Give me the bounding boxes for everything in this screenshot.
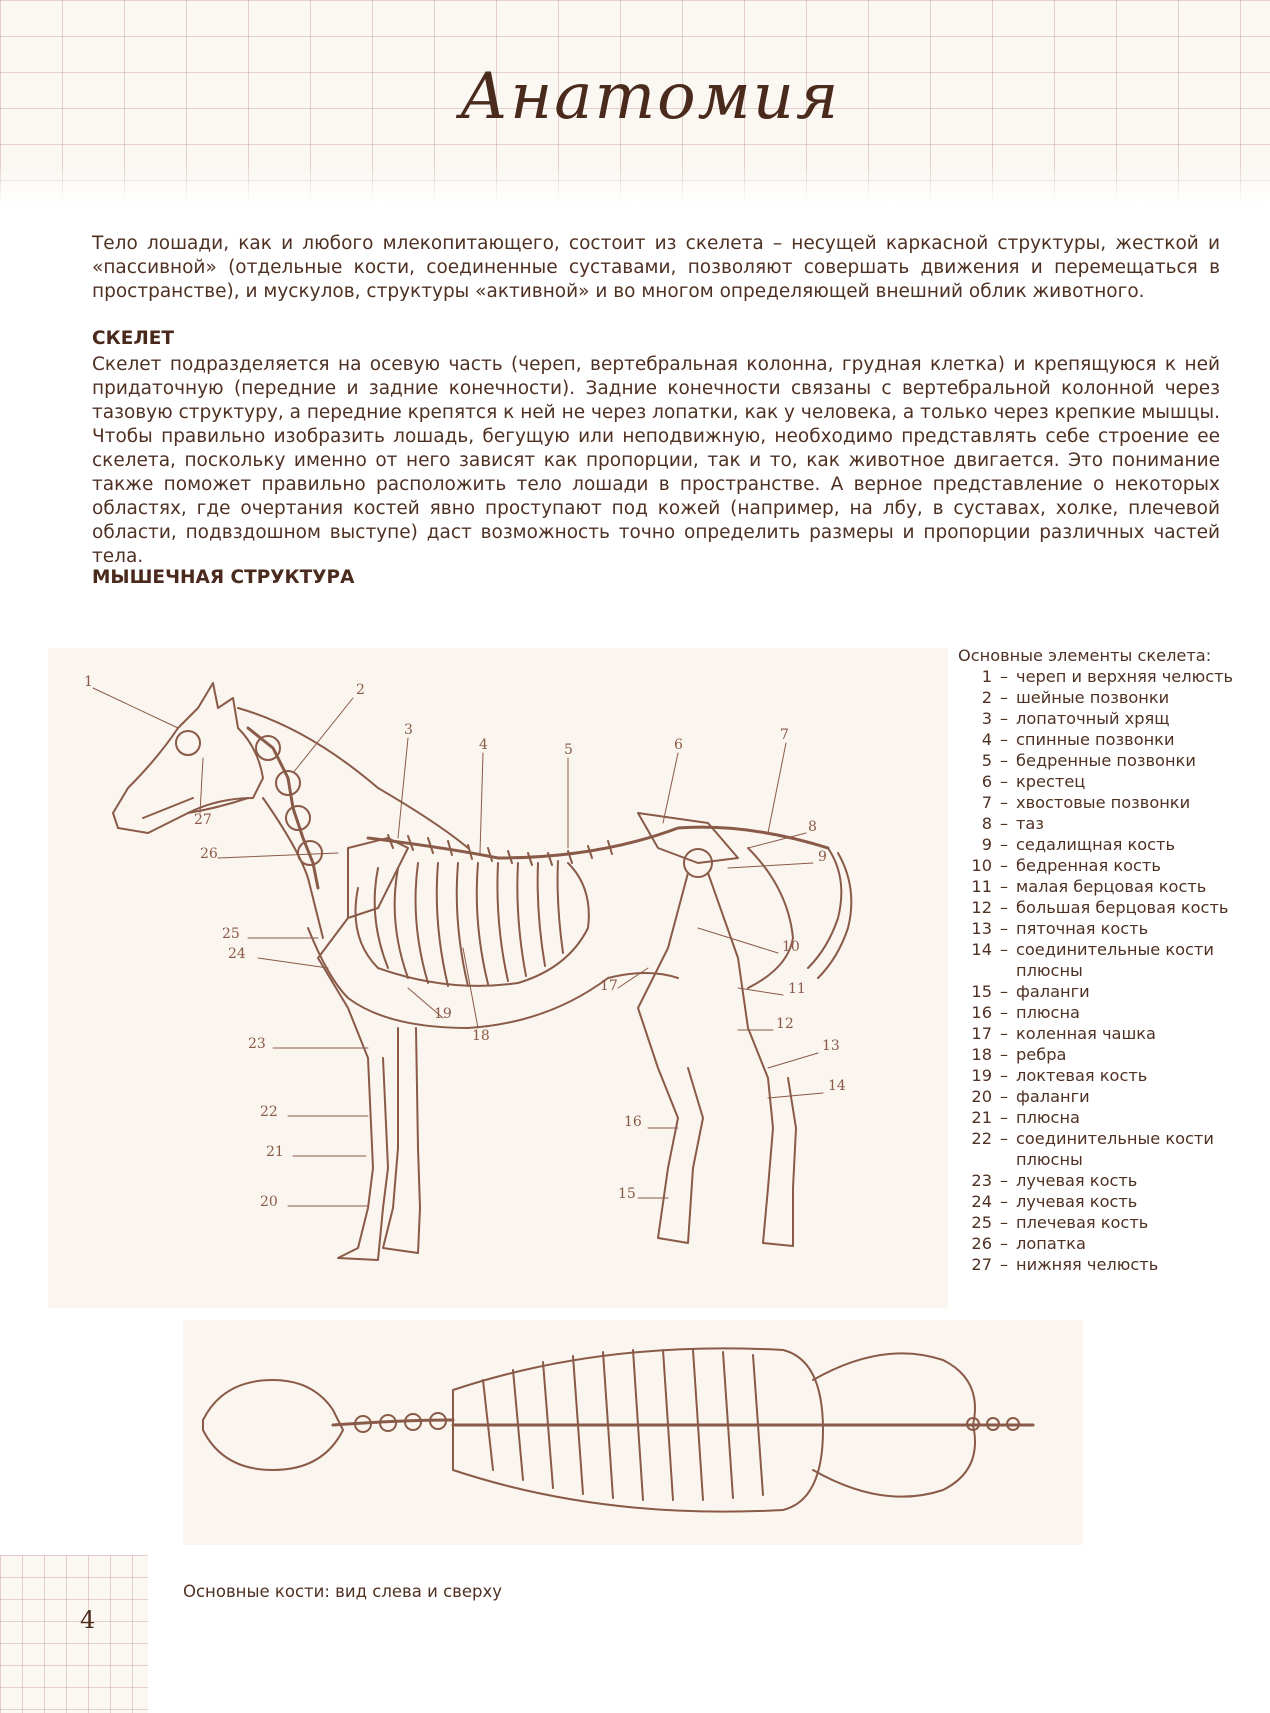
skeleton-paragraph: Скелет подразделяется на осевую часть (череп, вертебральная колонна, грудная клетка) и крепящуюся к ней придаточную (передние и задние конечности). Задние конечности связаны с вертебральной колонной через тазовую структуру, а передние крепятся к ней не через лопатки, как у человека, а только через крепкие мышцы. Чтобы правильно изобразить лошадь, бегущую или неподвижную, необходимо представлять себе строение ее скелета, поскольку именно от него зависят как пропорции, так и то, как животное двигается. Это понимание также поможет правильно расположить тело лошади в пространстве. А верное представление о некоторых областях, где очертания костей явно проступают под кожей (например, на лбу, в суставах, холке, плечевой области, подвздошном выступе) даст возможность точно определить размеры и пропорции различных частей тела. bbox=[92, 354, 1220, 567]
legend-item bbox=[958, 1128, 1258, 1170]
legend-item-dash: – bbox=[999, 982, 1009, 1001]
legend-item bbox=[958, 939, 1258, 981]
legend-item-text: лучевая кость bbox=[1016, 1171, 1138, 1190]
figure-label-26: 26 bbox=[200, 846, 218, 862]
figure-label-15: 15 bbox=[618, 1186, 636, 1202]
legend-item bbox=[958, 1044, 1258, 1065]
figure-label-20: 20 bbox=[260, 1194, 278, 1210]
intro-paragraph: Тело лошади, как и любого млекопитающего, состоит из скелета – несущей каркасной структуры, жесткой и «пассивной» (отдельные кости, соединенные суставами, позволяют совершать движения и перемещаться в пространстве), и мускулов, структуры «активной» и во многом определяющей внешний облик животного. bbox=[92, 233, 1220, 302]
legend-item-text: нижняя челюсть bbox=[1016, 1255, 1159, 1274]
legend-item-text: плечевая кость bbox=[1016, 1213, 1149, 1232]
legend-item-text: большая берцовая кость bbox=[1016, 898, 1229, 917]
figure-label-12: 12 bbox=[776, 1016, 794, 1032]
legend-item bbox=[958, 918, 1258, 939]
legend-item-dash: – bbox=[999, 1171, 1009, 1190]
legend-item-dash: – bbox=[999, 1129, 1009, 1148]
legend-item-text: таз bbox=[1016, 814, 1044, 833]
legend-item-text: плюсна bbox=[1016, 1003, 1080, 1022]
legend-item-text: лучевая кость bbox=[1016, 1192, 1138, 1211]
figure-label-11: 11 bbox=[788, 981, 806, 997]
legend-item-dash: – bbox=[999, 1045, 1009, 1064]
horse-skeleton-side-view bbox=[48, 648, 948, 1308]
legend-item-number: 5 bbox=[981, 751, 992, 770]
figure-caption: Основные кости: вид слева и сверху bbox=[183, 1582, 503, 1601]
legend-item-dash: – bbox=[999, 1192, 1009, 1211]
legend-item-text: плюсна bbox=[1016, 1108, 1080, 1127]
legend-item-number: 6 bbox=[981, 772, 992, 791]
skeleton-legend bbox=[958, 645, 1258, 1275]
page-title: Анатомия bbox=[459, 60, 841, 134]
legend-item-number: 27 bbox=[971, 1255, 992, 1274]
legend-item-number: 1 bbox=[981, 667, 992, 686]
legend-item-dash: – bbox=[999, 1255, 1009, 1274]
legend-item-number: 9 bbox=[981, 835, 992, 854]
figure-label-6: 6 bbox=[674, 737, 683, 753]
legend-item bbox=[958, 750, 1258, 771]
legend-item-dash: – bbox=[999, 814, 1009, 833]
legend-item bbox=[958, 834, 1258, 855]
legend-item-dash: – bbox=[999, 730, 1009, 749]
legend-item bbox=[958, 855, 1258, 876]
legend-item-dash: – bbox=[999, 1234, 1009, 1253]
figure-label-2: 2 bbox=[356, 682, 365, 698]
legend-item-number: 16 bbox=[971, 1003, 992, 1022]
legend-title: Основные элементы скелета: bbox=[958, 646, 1212, 665]
legend-item bbox=[958, 1212, 1258, 1233]
figure-label-9: 9 bbox=[818, 849, 827, 865]
legend-item-text: хвостовые позвонки bbox=[1016, 793, 1191, 812]
legend-item-text: спинные позвонки bbox=[1016, 730, 1175, 749]
legend-item-number: 7 bbox=[981, 793, 992, 812]
legend-item bbox=[958, 666, 1258, 687]
figure-label-4: 4 bbox=[479, 737, 488, 753]
figure-label-1: 1 bbox=[84, 674, 93, 690]
legend-item bbox=[958, 1002, 1258, 1023]
legend-item-dash: – bbox=[999, 1213, 1009, 1232]
figure-label-10: 10 bbox=[782, 939, 800, 955]
figure-label-17: 17 bbox=[600, 978, 618, 994]
grid-page-corner bbox=[0, 1555, 148, 1713]
legend-item-dash: – bbox=[999, 898, 1009, 917]
skeleton-heading: СКЕЛЕТ bbox=[92, 328, 174, 349]
legend-item bbox=[958, 897, 1258, 918]
legend-item bbox=[958, 1086, 1258, 1107]
legend-item-text: коленная чашка bbox=[1016, 1024, 1156, 1043]
legend-item-dash: – bbox=[999, 1108, 1009, 1127]
legend-item bbox=[958, 876, 1258, 897]
figure-label-3: 3 bbox=[404, 722, 413, 738]
legend-item-dash: – bbox=[999, 1066, 1009, 1085]
legend-item-text: соединительные кости плюсны bbox=[1016, 940, 1214, 980]
legend-item-dash: – bbox=[999, 1003, 1009, 1022]
legend-item-number: 21 bbox=[971, 1108, 992, 1127]
legend-item bbox=[958, 792, 1258, 813]
legend-item bbox=[958, 1170, 1258, 1191]
legend-item-number: 23 bbox=[971, 1171, 992, 1190]
legend-item bbox=[958, 1254, 1258, 1275]
legend-item bbox=[958, 687, 1258, 708]
legend-item-text: бедренные позвонки bbox=[1016, 751, 1196, 770]
legend-item-text: лопатка bbox=[1016, 1234, 1086, 1253]
legend-item-dash: – bbox=[999, 919, 1009, 938]
legend-item bbox=[958, 813, 1258, 834]
legend-item bbox=[958, 981, 1258, 1002]
legend-item-dash: – bbox=[999, 835, 1009, 854]
legend-item-dash: – bbox=[999, 772, 1009, 791]
legend-item-number: 17 bbox=[971, 1024, 992, 1043]
legend-item-number: 10 bbox=[971, 856, 992, 875]
legend-item-dash: – bbox=[999, 940, 1009, 959]
figure-label-7: 7 bbox=[780, 727, 789, 743]
legend-item-dash: – bbox=[999, 709, 1009, 728]
figure-label-23: 23 bbox=[248, 1036, 266, 1052]
legend-list bbox=[958, 666, 1258, 1275]
legend-item-text: пяточная кость bbox=[1016, 919, 1149, 938]
legend-item-text: фаланги bbox=[1016, 1087, 1090, 1106]
legend-item bbox=[958, 729, 1258, 750]
legend-item-number: 14 bbox=[971, 940, 992, 959]
legend-item-dash: – bbox=[999, 1087, 1009, 1106]
legend-item-text: локтевая кость bbox=[1016, 1066, 1148, 1085]
figure-label-5: 5 bbox=[564, 742, 573, 758]
legend-item-dash: – bbox=[999, 856, 1009, 875]
legend-item-text: крестец bbox=[1016, 772, 1086, 791]
figure-label-21: 21 bbox=[266, 1144, 284, 1160]
legend-item-dash: – bbox=[999, 793, 1009, 812]
legend-item bbox=[958, 1065, 1258, 1086]
legend-item bbox=[958, 1233, 1258, 1254]
legend-item-text: череп и верхняя челюсть bbox=[1016, 667, 1234, 686]
figure-label-13: 13 bbox=[822, 1038, 840, 1054]
horse-skeleton-top-view bbox=[183, 1320, 1083, 1545]
figure-label-19: 19 bbox=[434, 1006, 452, 1022]
figure-label-25: 25 bbox=[222, 926, 240, 942]
legend-item-text: шейные позвонки bbox=[1016, 688, 1170, 707]
legend-item-text: седалищная кость bbox=[1016, 835, 1176, 854]
legend-item-number: 11 bbox=[971, 877, 992, 896]
legend-item-dash: – bbox=[999, 1024, 1009, 1043]
legend-item bbox=[958, 1191, 1258, 1212]
legend-item-number: 13 bbox=[971, 919, 992, 938]
legend-item-number: 20 bbox=[971, 1087, 992, 1106]
legend-item-number: 18 bbox=[971, 1045, 992, 1064]
legend-item bbox=[958, 1023, 1258, 1044]
page-number: 4 bbox=[80, 1606, 96, 1634]
figure-label-16: 16 bbox=[624, 1114, 642, 1130]
legend-item-number: 25 bbox=[971, 1213, 992, 1232]
legend-item bbox=[958, 708, 1258, 729]
legend-item-dash: – bbox=[999, 877, 1009, 896]
figure-label-22: 22 bbox=[260, 1104, 278, 1120]
legend-item-number: 4 bbox=[981, 730, 992, 749]
muscle-heading: МЫШЕЧНАЯ СТРУКТУРА bbox=[92, 567, 355, 588]
legend-item-number: 8 bbox=[981, 814, 992, 833]
legend-item-dash: – bbox=[999, 751, 1009, 770]
legend-item-dash: – bbox=[999, 667, 1009, 686]
legend-item-text: малая берцовая кость bbox=[1016, 877, 1207, 896]
legend-item-number: 24 bbox=[971, 1192, 992, 1211]
legend-item-number: 2 bbox=[981, 688, 992, 707]
legend-item-text: ребра bbox=[1016, 1045, 1067, 1064]
legend-item bbox=[958, 771, 1258, 792]
legend-item-text: бедренная кость bbox=[1016, 856, 1161, 875]
legend-item-number: 19 bbox=[971, 1066, 992, 1085]
legend-item-number: 26 bbox=[971, 1234, 992, 1253]
legend-item-dash: – bbox=[999, 688, 1009, 707]
legend-item-number: 15 bbox=[971, 982, 992, 1001]
legend-item-number: 22 bbox=[971, 1129, 992, 1148]
legend-item-text: фаланги bbox=[1016, 982, 1090, 1001]
legend-item-number: 3 bbox=[981, 709, 992, 728]
figure-label-24: 24 bbox=[228, 946, 246, 962]
figure-label-27: 27 bbox=[194, 812, 212, 828]
legend-item-text: лопаточный хрящ bbox=[1016, 709, 1170, 728]
figure-label-18: 18 bbox=[472, 1028, 490, 1044]
legend-item-text: соединительные кости плюсны bbox=[1016, 1129, 1214, 1169]
figure-label-14: 14 bbox=[828, 1078, 846, 1094]
legend-item bbox=[958, 1107, 1258, 1128]
legend-item-number: 12 bbox=[971, 898, 992, 917]
figure-label-8: 8 bbox=[808, 819, 817, 835]
